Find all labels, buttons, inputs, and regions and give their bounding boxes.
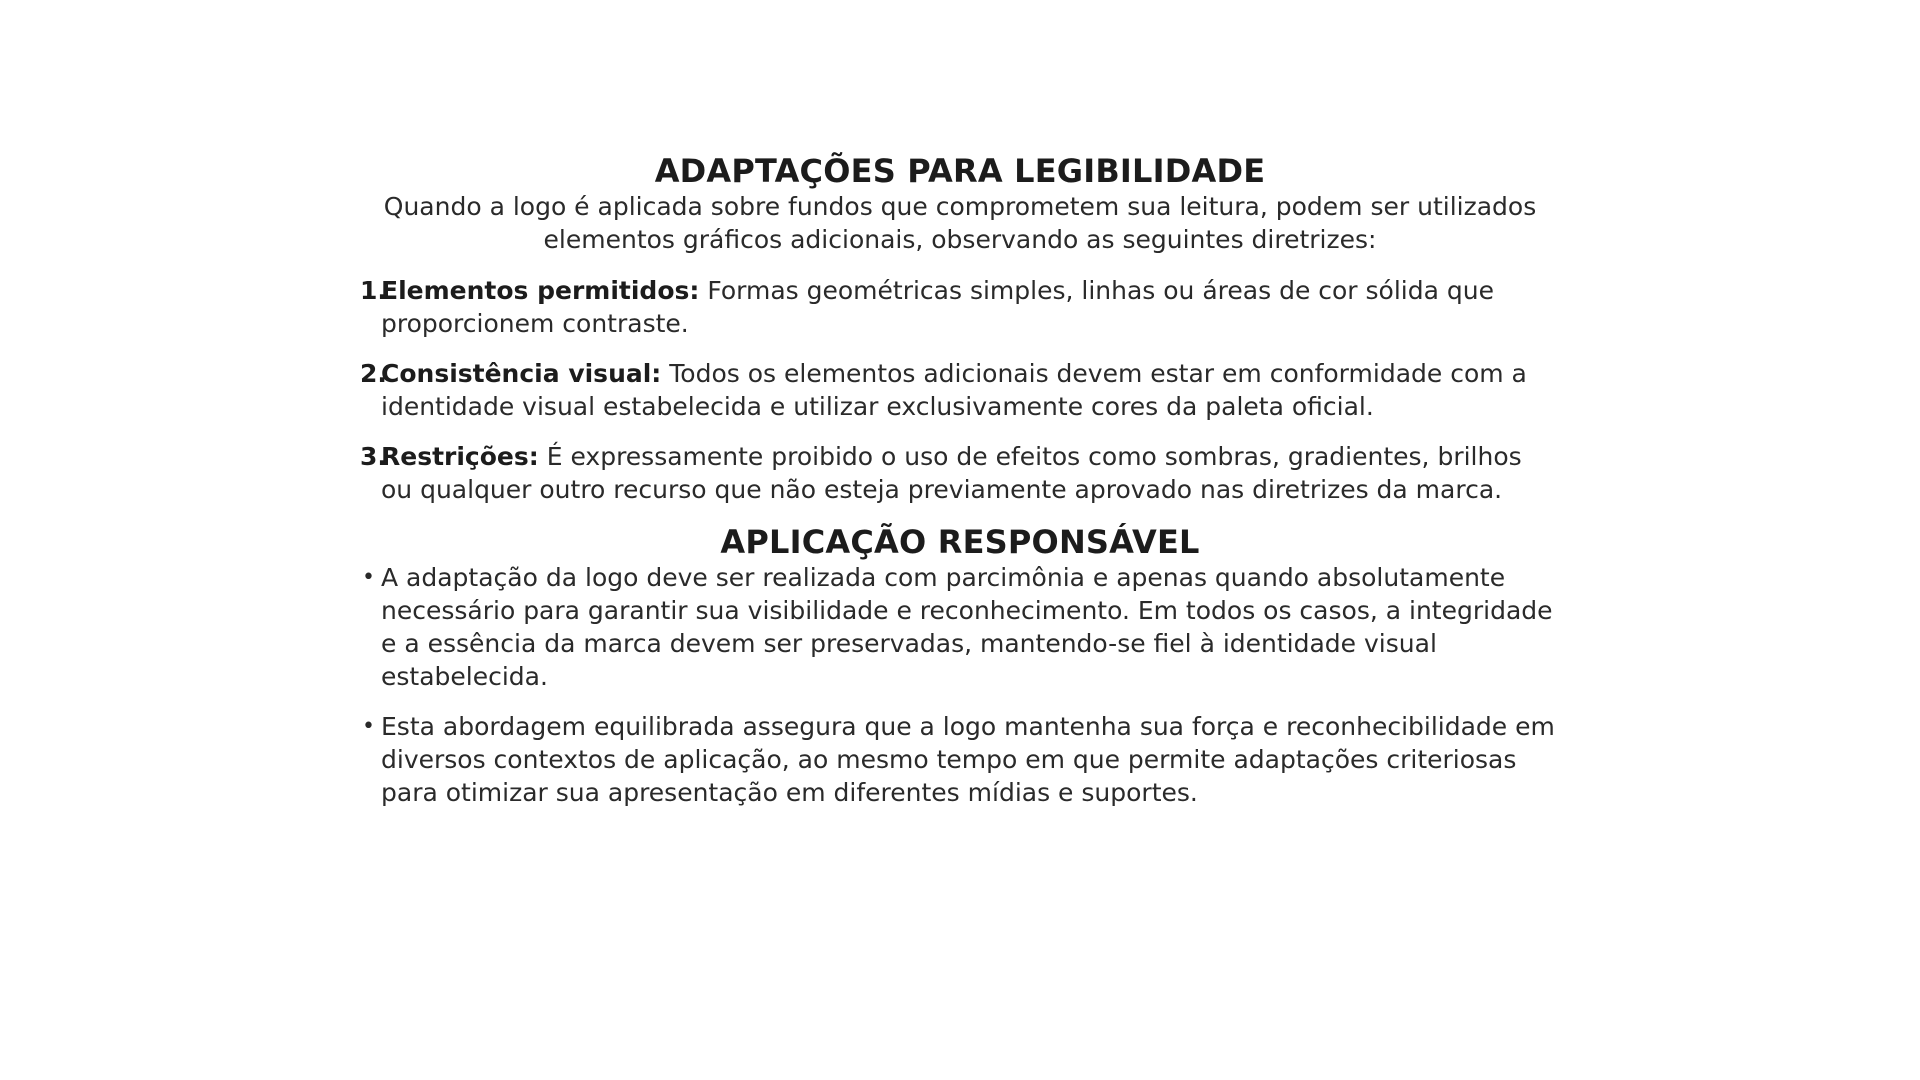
legibility-section <box>360 152 1560 506</box>
rule-number: 2. <box>360 359 387 388</box>
section-title-legibility: ADAPTAÇÕES PARA LEGIBILIDADE <box>654 152 1266 190</box>
document-page <box>360 152 1560 826</box>
bullet-symbol: • <box>362 565 375 590</box>
rule-text: Formas geométricas simples, linhas ou áreas de cor sólida que proporcionem contraste. <box>381 276 1494 338</box>
rule-heading: Elementos permitidos: <box>381 276 700 305</box>
section-title-responsible: APLICAÇÃO RESPONSÁVEL <box>720 523 1200 561</box>
bullet-list <box>360 561 1560 809</box>
rule-item <box>360 357 1560 423</box>
rule-heading: Consistência visual: <box>381 359 662 388</box>
intro-paragraph: Quando a logo é aplicada sobre fundos que comprometem sua leitura, podem ser utilizados elementos gráficos adicionais, observando as seguintes diretrizes: <box>383 192 1537 254</box>
bullet-text: Esta abordagem equilibrada assegura que a logo mantenha sua força e reconhecibilidade em diversos contextos de aplicação, ao mesmo tempo em que permite adaptações criteriosas para otimizar sua apresentação em diferentes mídias e suportes. <box>381 712 1555 807</box>
responsible-application-section <box>360 523 1560 809</box>
rule-item <box>360 274 1560 340</box>
rule-heading: Restrições: <box>381 442 539 471</box>
rules-list <box>360 274 1560 506</box>
bullet-item <box>360 710 1560 809</box>
bullet-item <box>360 561 1560 693</box>
rule-item <box>360 440 1560 506</box>
bullet-symbol: • <box>362 714 375 739</box>
bullet-text: A adaptação da logo deve ser realizada com parcimônia e apenas quando absolutamente necessário para garantir sua visibilidade e reconhecimento. Em todos os casos, a integridade e a essência da marca devem ser preservadas, mantendo-se fiel à identidade visual estabelecida. <box>381 563 1553 691</box>
rule-number: 3. <box>360 442 387 471</box>
rule-text: Todos os elementos adicionais devem estar em conformidade com a identidade visual estabelecida e utilizar exclusivamente cores da paleta oficial. <box>381 359 1527 421</box>
rule-number: 1. <box>360 276 387 305</box>
rule-text: É expressamente proibido o uso de efeitos como sombras, gradientes, brilhos ou qualquer outro recurso que não esteja previamente aprovado nas diretrizes da marca. <box>381 442 1522 504</box>
